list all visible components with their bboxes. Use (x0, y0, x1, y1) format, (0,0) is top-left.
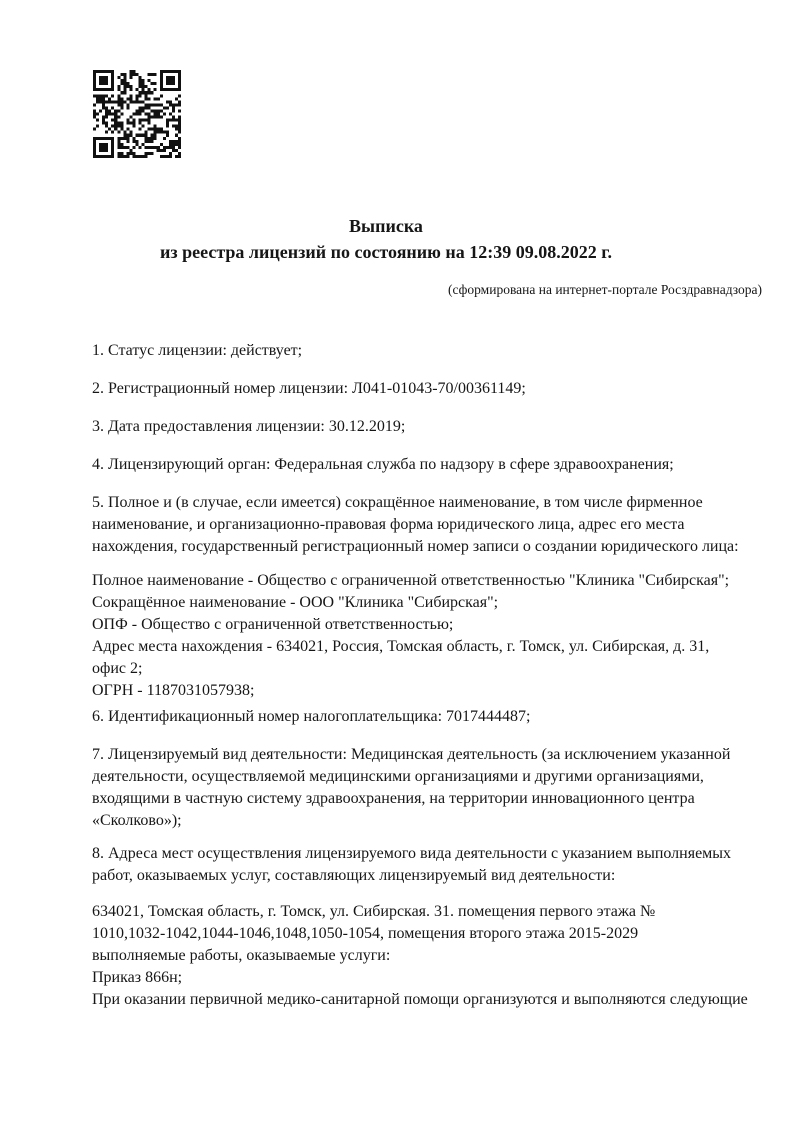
text-line: входящими в частную систему здравоохранения, на территории инновационного центра (92, 790, 695, 807)
text-line: 8. Адреса мест осуществления лицензируемого вида деятельности с указанием выполняемых (92, 845, 732, 862)
item-license-status (92, 340, 782, 362)
item-addresses-heading (92, 843, 782, 887)
addresses-details (92, 901, 782, 1011)
page-title (92, 213, 680, 265)
item-licensing-authority (92, 454, 782, 476)
text-line: 4. Лицензирующий орган: Федеральная служба по надзору в сфере здравоохранения; (92, 456, 674, 473)
item-org-info-heading (92, 492, 782, 558)
text-line: выполняемые работы, оказываемые услуги: (92, 947, 391, 964)
item-taxpayer-id (92, 706, 782, 728)
text-line: 2. Регистрационный номер лицензии: Л041-01043-70/00361149; (92, 380, 526, 397)
text-line: работ, оказываемых услуг, составляющих лицензируемый вид деятельности: (92, 867, 616, 884)
text-line: 6. Идентификационный номер налогоплательщика: 7017444487; (92, 708, 531, 725)
page-title-line-2: из реестра лицензий по состоянию на 12:39 09.08.2022 г. (160, 242, 612, 262)
text-line: 1010,1032-1042,1044-1046,1048,1050-1054, помещения второго этажа 2015-2029 (92, 925, 639, 942)
text-line: 7. Лицензируемый вид деятельности: Медицинская деятельность (за исключением указанной (92, 746, 731, 763)
text-line: офис 2; (92, 660, 143, 677)
text-line: 5. Полное и (в случае, если имеется) сокращённое наименование, в том числе фирменное (92, 494, 703, 511)
text-line: «Сколково»); (92, 812, 182, 829)
item-grant-date (92, 416, 782, 438)
text-line: 1. Статус лицензии: действует; (92, 342, 303, 359)
item-registration-number (92, 378, 782, 400)
item-activity-type (92, 744, 782, 832)
org-info-details (92, 570, 782, 702)
text-line: 3. Дата предоставления лицензии: 30.12.2019; (92, 418, 406, 435)
text-line: Приказ 866н; (92, 969, 183, 986)
text-line: ОГРН - 1187031057938; (92, 682, 255, 699)
text-line: При оказании первичной медико-санитарной помощи организуются и выполняются следующие (92, 991, 748, 1008)
text-line: 634021, Томская область, г. Томск, ул. Сибирская. 31. помещения первого этажа № (92, 903, 656, 920)
text-line: Сокращённое наименование - ООО "Клиника "Сибирская"; (92, 594, 499, 611)
generation-note: (сформирована на интернет-портале Росздравнадзора) (447, 282, 762, 297)
text-line: нахождения, государственный регистрационный номер записи о создании юридического лица: (92, 538, 739, 555)
text-line: ОПФ - Общество с ограниченной ответственностью; (92, 616, 454, 633)
text-line: Адрес места нахождения - 634021, Россия, Томская область, г. Томск, ул. Сибирская, д. 31, (92, 638, 710, 655)
page-title-line-1: Выписка (349, 216, 423, 236)
text-line: наименование, и организационно-правовая форма юридического лица, адрес его места (92, 516, 685, 533)
qr-code-icon (93, 70, 181, 158)
text-line: Полное наименование - Общество с ограниченной ответственностью "Клиника "Сибирская"; (92, 572, 730, 589)
text-line: деятельности, осуществляемой медицинскими организациями и другими организациями, (92, 768, 704, 785)
